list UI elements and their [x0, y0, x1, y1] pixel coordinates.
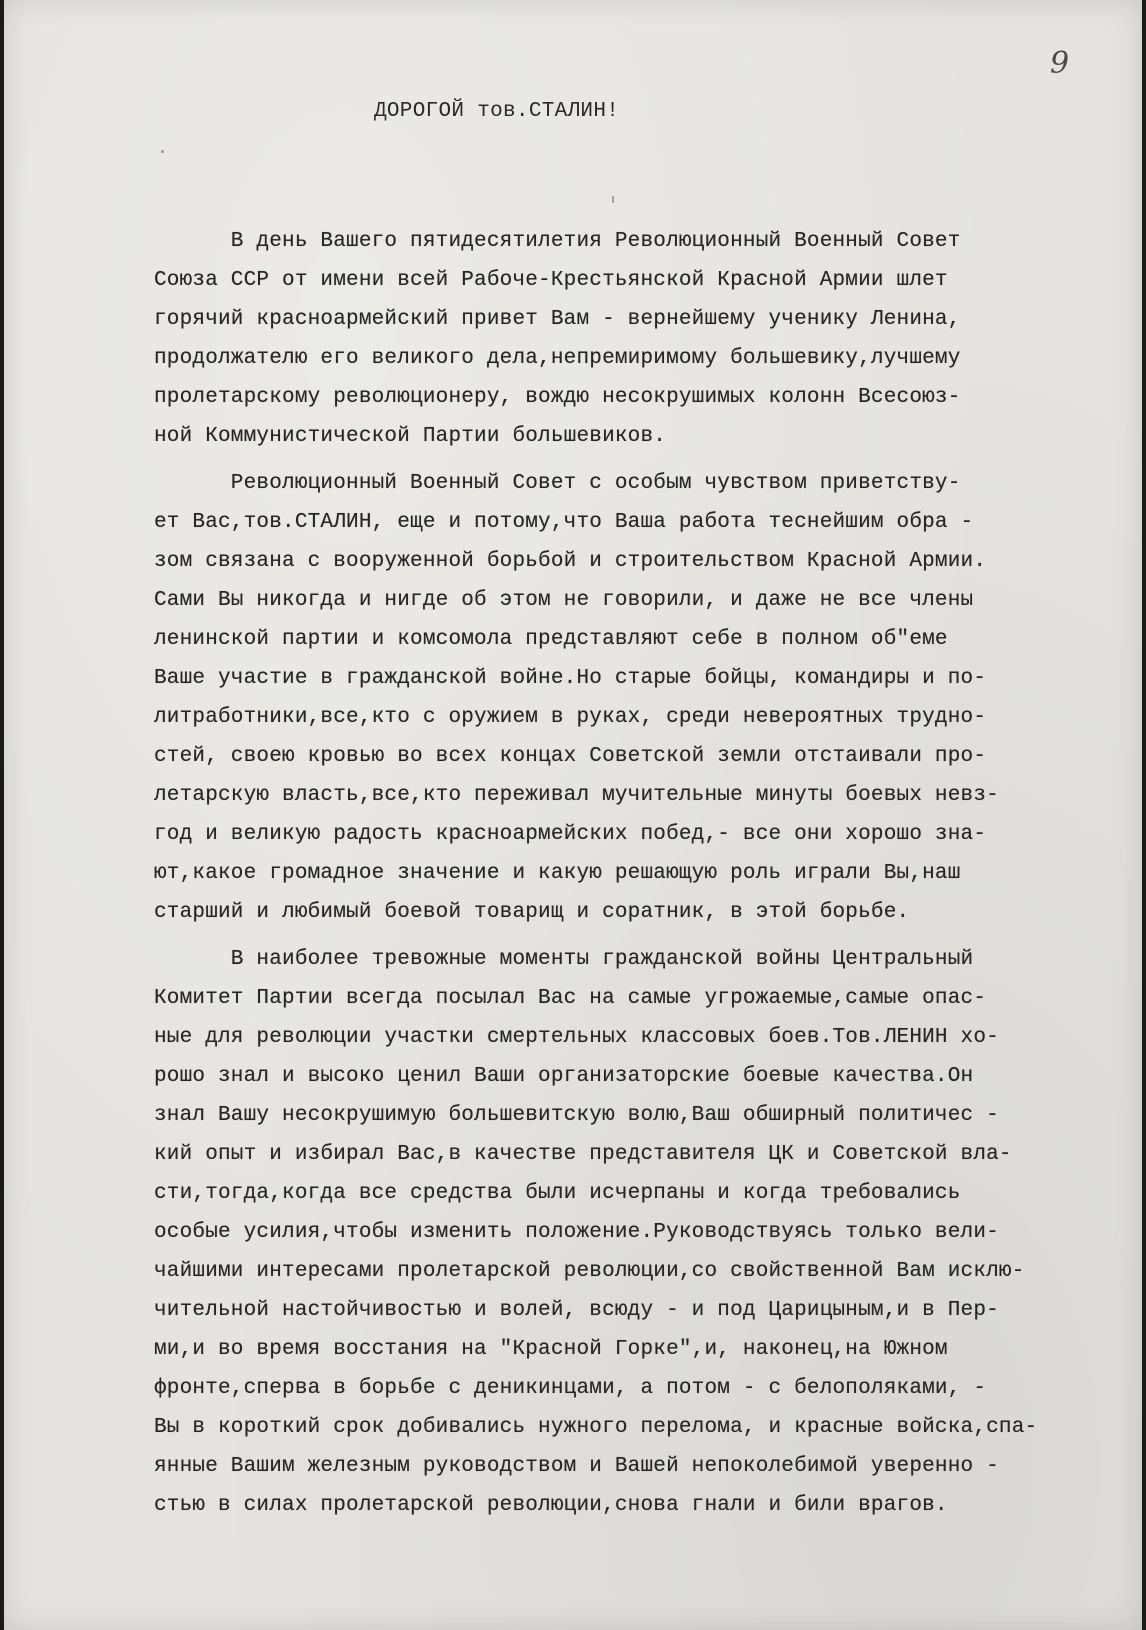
- text-line: литработники,все,кто с оружием в руках, среди невероятных трудно-: [154, 706, 987, 729]
- text-line: Сами Вы никогда и нигде об этом не говорили, и даже не все члены: [154, 589, 974, 612]
- text-line: ной Коммунистической Партии большевиков.: [154, 425, 667, 448]
- text-line: сти,тогда,когда все средства были исчерпаны и когда требовались: [154, 1182, 961, 1205]
- text-line: летарскую власть,все,кто переживал мучительные минуты боевых невз-: [154, 784, 999, 807]
- text-line: Вы в короткий срок добивались нужного перелома, и красные войска,спа-: [154, 1416, 1038, 1439]
- text-line: янные Вашим железным руководством и Вашей непоколебимой уверенно -: [154, 1455, 999, 1478]
- text-line: В наиболее тревожные моменты гражданской войны Центральный: [154, 948, 974, 971]
- document-page: [4, 0, 1142, 1630]
- text-line: фронте,сперва в борьбе с деникинцами, а потом - с белополяками, -: [154, 1377, 987, 1400]
- text-line: Ваше участие в гражданской войне.Но старые бойцы, командиры и по-: [154, 667, 987, 690]
- text-line: знал Вашу несокрушимую большевитскую волю,Ваш обширный политичес -: [154, 1104, 999, 1127]
- text-line: кий опыт и избирал Вас,в качестве представителя ЦК и Советской вла-: [154, 1143, 1012, 1166]
- text-line: Союза ССР от имени всей Рабоче-Крестьянской Красной Армии шлет: [154, 269, 948, 292]
- page-number: 9: [1050, 46, 1070, 81]
- text-line: ленинской партии и комсомола представляют себе в полном об"еме: [154, 628, 948, 651]
- text-line: чительной настойчивостью и волей, всюду - и под Царицыным,и в Пер-: [154, 1299, 999, 1322]
- text-line: чайшими интересами пролетарской революции,со свойственной Вам исклю-: [154, 1260, 1025, 1283]
- letter-body: [154, 222, 1054, 1525]
- text-line: Комитет Партии всегда посылал Вас на самые угрожаемые,самые опас-: [154, 987, 987, 1010]
- paragraph-2: [154, 464, 1054, 932]
- text-line: ные для революции участки смертельных классовых боев.Тов.ЛЕНИН хо-: [154, 1026, 999, 1049]
- text-line: особые усилия,чтобы изменить положение.Руководствуясь только вели-: [154, 1221, 999, 1244]
- text-line: горячий красноармейский привет Вам - вернейшему ученику Ленина,: [154, 308, 961, 331]
- text-line: рошо знал и высоко ценил Ваши организаторские боевые качества.Он: [154, 1065, 974, 1088]
- paragraph-3: [154, 940, 1054, 1525]
- stray-mark: [612, 196, 614, 203]
- paragraph-1: [154, 222, 1054, 456]
- text-line: ми,и во время восстания на "Красной Горке",и, наконец,на Южном: [154, 1338, 948, 1361]
- text-line: зом связана с вооруженной борьбой и строительством Красной Армии.: [154, 550, 987, 573]
- text-line: пролетарскому революционеру, вождю несокрушимых колонн Всесоюз-: [154, 386, 961, 409]
- text-line: Революционный Военный Совет с особым чувством приветству-: [154, 472, 961, 495]
- text-line: стью в силах пролетарской революции,снова гнали и били врагов.: [154, 1494, 948, 1517]
- text-line: продолжателю его великого дела,непремиримому большевику,лучшему: [154, 347, 961, 370]
- salutation-heading: ДОРОГОЙ тов.СТАЛИН!: [374, 100, 620, 123]
- text-line: ют,какое громадное значение и какую решающую роль играли Вы,наш: [154, 862, 961, 885]
- text-line: ет Вас,тов.СТАЛИН, еще и потому,что Ваша работа теснейшим обра -: [154, 511, 974, 534]
- text-line: В день Вашего пятидесятилетия Революционный Военный Совет: [154, 230, 961, 253]
- stray-mark: [161, 150, 164, 153]
- text-line: старший и любимый боевой товарищ и соратник, в этой борьбе.: [154, 901, 910, 924]
- text-line: год и великую радость красноармейских побед,- все они хорошо зна-: [154, 823, 987, 846]
- text-line: стей, своею кровью во всех концах Советской земли отстаивали про-: [154, 745, 987, 768]
